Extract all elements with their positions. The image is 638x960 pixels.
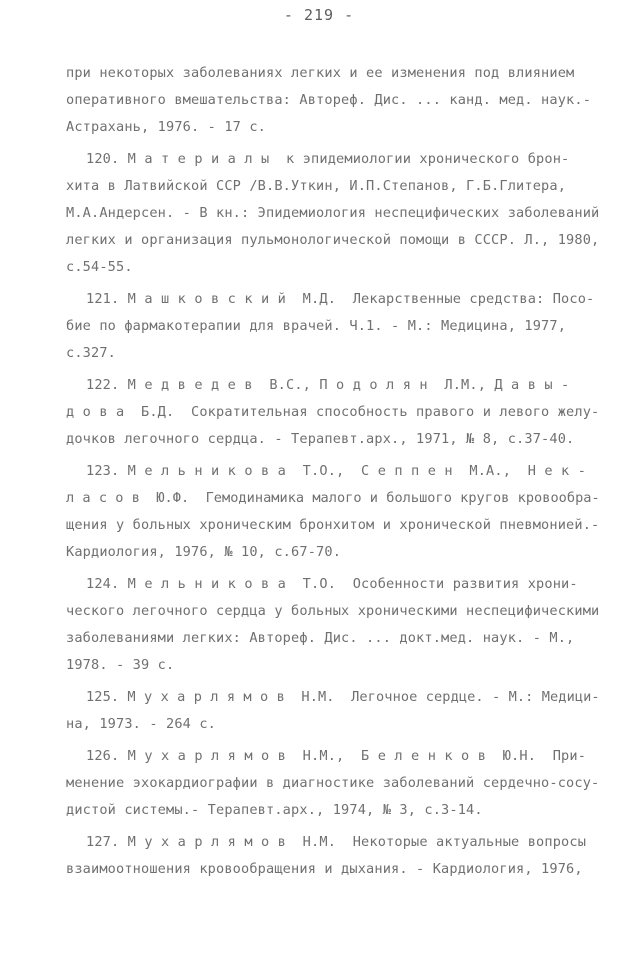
text-line: 1978. - 39 с. bbox=[66, 657, 175, 673]
reference-120-start: 120. М а т е р и а л ы к эпидемиологии хронического брон- bbox=[86, 151, 570, 167]
reference-123-start: 123. М е л ь н и к о в а Т.О., С е п п е н М.А., Н е к - bbox=[86, 463, 587, 479]
text-line: хита в Латвийской ССР /В.В.Уткин, И.П.Степанов, Г.Б.Глитера, bbox=[66, 178, 567, 194]
reference-126-start: 126. М у х а р л я м о в Н.М., Б е л е н к о в Ю.Н. При- bbox=[86, 748, 587, 764]
text-line: на, 1973. - 264 с. bbox=[66, 716, 217, 732]
text-line: легких и организация пульмонологической помощи в СССР. Л., 1980, bbox=[66, 232, 600, 248]
reference-127-start: 127. М у х а р л я м о в Н.М. Некоторые актуальные вопросы bbox=[86, 834, 587, 850]
text-line: Кардиология, 1976, № 10, с.67-70. bbox=[66, 544, 342, 560]
text-line: Астрахань, 1976. - 17 с. bbox=[66, 119, 267, 135]
text-line: д о в а Б.Д. Сократительная способность правого и левого желу- bbox=[66, 404, 600, 420]
text-line: с.54-55. bbox=[66, 259, 133, 275]
text-line: ческого легочного сердца у больных хроническими неспецифическими bbox=[66, 603, 600, 619]
text-line: л а с о в Ю.Ф. Гемодинамика малого и большого кругов кровообра- bbox=[66, 490, 600, 506]
reference-125-start: 125. М у х а р л я м о в Н.М. Легочное сердце. - М.: Медици- bbox=[86, 689, 600, 705]
text-line: заболеваниями легких: Автореф. Дис. ... докт.мед. наук. - М., bbox=[66, 630, 575, 646]
text-line: дочков легочного сердца. - Терапевт.арх., 1971, № 8, с.37-40. bbox=[66, 431, 575, 447]
text-line: бие по фармакотерапии для врачей. Ч.1. - М.: Медицина, 1977, bbox=[66, 318, 567, 334]
reference-122-start: 122. М е д в е д е в В.С., П о д о л я н Л.М., Д а в ы - bbox=[86, 377, 570, 393]
text-line: с.327. bbox=[66, 345, 117, 361]
text-line: взаимоотношения кровообращения и дыхания. - Кардиология, 1976, bbox=[66, 861, 583, 877]
text-line: дистой системы.- Терапевт.арх., 1974, № 3, с.3-14. bbox=[66, 802, 483, 818]
text-line: М.А.Андерсен. - В кн.: Эпидемиология неспецифических заболеваний bbox=[66, 205, 600, 221]
text-line: менение эхокардиографии в диагностике заболеваний сердечно-сосу- bbox=[66, 775, 600, 791]
page-number: - 219 - bbox=[283, 6, 355, 24]
text-line: оперативного вмешательства: Автореф. Дис. ... канд. мед. наук.- bbox=[66, 92, 592, 108]
reference-121-start: 121. М а ш к о в с к и й М.Д. Лекарственные средства: Посо- bbox=[86, 291, 595, 307]
reference-124-start: 124. М е л ь н и к о в а Т.О. Особенности развития хрони- bbox=[86, 576, 578, 592]
text-line: щения у больных хроническим бронхитом и хронической пневмонией.- bbox=[66, 517, 600, 533]
text-line: при некоторых заболеваниях легких и ее изменения под влиянием bbox=[66, 65, 575, 81]
